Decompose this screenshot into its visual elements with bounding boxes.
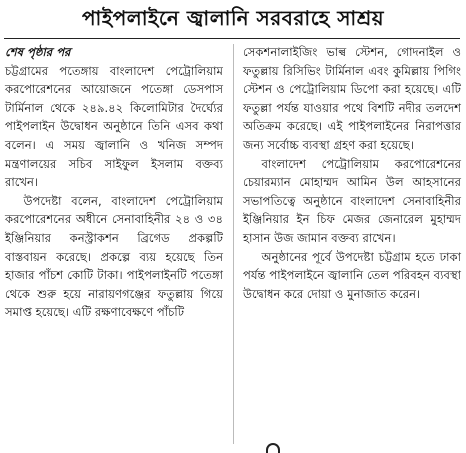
right-paragraph-1: সেকশনালাইজিং ভাল্ব স্টেশন, গোদনাইল ও ফতুল্লায় রিসিভিং টার্মিনাল এবং কুমিল্লায় পিগিং স্টেশন ও পেট্রোলিয়াম ডিপো করা হয়েছে। এটি ফতুল্লা পর্যন্ত যাওয়ার পথে বিশটি নদীর তলদেশ অতিক্রম করেছে। এই পাইপলাইনের নিরাপত্তার জন্য সর্বোচ্চ ব্যবস্থা গ্রহণ করা হয়েছে।	[243, 45, 461, 152]
cutoff-glyph	[266, 443, 280, 453]
left-paragraph-1: চট্টগ্রামের পতেঙ্গায় বাংলাদেশ পেট্রোলিয়াম করপোরেশনের আয়োজনে পতেঙ্গা ডেসপাস টার্মিনাল থেকে ২৪৯.৪২ কিলোমিটার দৈর্ঘ্যের পাইপলাইন উদ্বোধন অনুষ্ঠানে তিনি এসব কথা বলেন। এ সময় জ্বালানি ও খনিজ সম্পদ মন্ত্রণালয়ের সচিব সাইফুল ইসলাম বক্তব্য রাখেন।	[5, 63, 223, 190]
headline: পাইপলাইনে জ্বালানি সরবরাহে সাশ্রয়	[81, 6, 385, 30]
left-column	[5, 43, 223, 322]
right-paragraph-2: বাংলাদেশ পেট্রোলিয়াম করপোরেশনের চেয়ারম্যান মোহাম্মদ আমিন উল আহসানের সভাপতিত্বে অনুষ্ঠানে বাংলাদেশ সেনাবাহিনীর ইঞ্জিনিয়ার ইন চিফ মেজর জেনারেল মুহাম্মদ হাসান উজ জামান বক্তব্য রাখেন।	[243, 156, 461, 245]
right-paragraph-3: অনুষ্ঠানের পূর্বে উপদেষ্টা চট্টগ্রাম হতে ঢাকা পর্যন্ত পাইপলাইনে জ্বালানি তেল পরিবহন ব্যবস্থা উদ্বোধন করে দোয়া ও মুনাজাত করেন।	[243, 249, 461, 301]
right-column	[243, 43, 461, 303]
column-divider	[233, 44, 234, 444]
continued-label: শেষ পৃষ্ঠার পর	[5, 45, 71, 59]
left-paragraph-2: উপদেষ্টা বলেন, বাংলাদেশ পেট্রোলিয়াম করপোরেশনের অধীনে সেনাবাহিনীর ২৪ ও ৩৪ ইঞ্জিনিয়ার কনস্ট্রাকশন ব্রিগেড প্রকল্পটি বাস্তবায়ন করেছে। প্রকল্পে ব্যয় হয়েছে তিন হাজার পাঁচশ কোটি টাকা। পাইপলাইনটি পতেঙ্গা থেকে শুরু হয়ে নারায়ণগঞ্জের ফতুল্লায় গিয়ে সমাপ্ত হয়েছে। এটি রক্ষণাবেক্ষণে পাঁচটি	[5, 193, 223, 320]
headline-rule	[4, 38, 460, 39]
